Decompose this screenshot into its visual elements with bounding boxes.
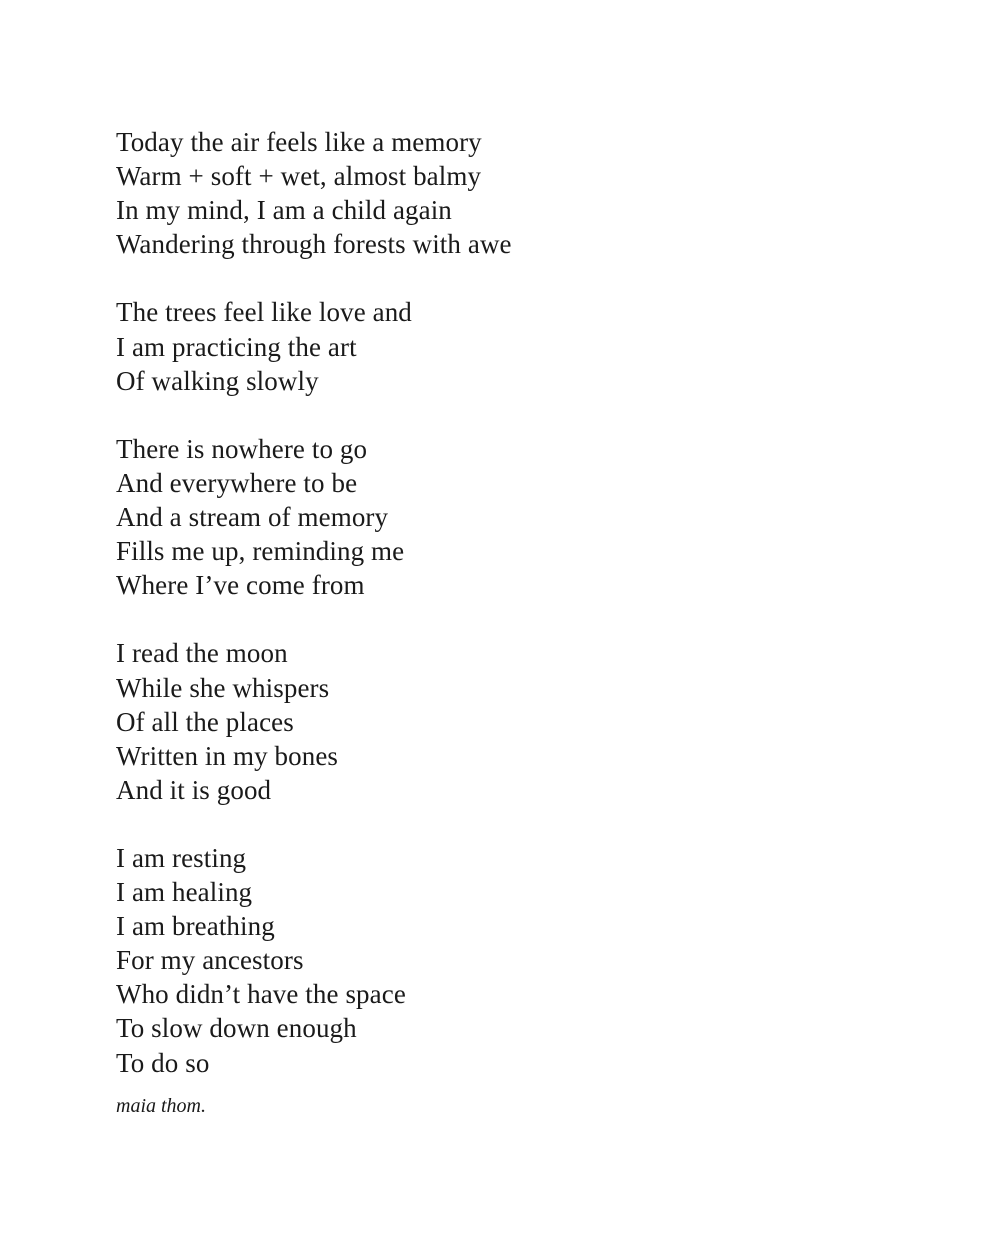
poem-line: Wandering through forests with awe <box>116 229 512 260</box>
poem-line: While she whispers <box>116 672 330 703</box>
poem-line: I read the moon <box>116 638 288 669</box>
poem-line: I am healing <box>116 877 253 908</box>
poem-line: Where I’ve come from <box>116 570 365 601</box>
poem-line: Of all the places <box>116 706 294 737</box>
poem-line: Fills me up, reminding me <box>116 536 405 567</box>
poem-line: I am breathing <box>116 911 275 942</box>
stanza-1 <box>116 125 512 261</box>
stanza-2 <box>116 295 512 397</box>
stanza-5 <box>116 841 512 1080</box>
poem-line: To slow down enough <box>116 1013 357 1044</box>
poem-line: And a stream of memory <box>116 502 389 533</box>
author-signature: maia thom. <box>116 1095 206 1117</box>
stanza-3 <box>116 432 512 602</box>
poem-line: To do so <box>116 1047 210 1078</box>
poem-line: Of walking slowly <box>116 365 319 396</box>
poem-line: There is nowhere to go <box>116 433 368 464</box>
poem-line: In my mind, I am a child again <box>116 195 452 226</box>
poem-line: Written in my bones <box>116 740 339 771</box>
poem-line: I am practicing the art <box>116 331 357 362</box>
poem-line: The trees feel like love and <box>116 297 412 328</box>
poem-line: I am resting <box>116 842 247 873</box>
poem-line: And it is good <box>116 774 272 805</box>
poem-line: And everywhere to be <box>116 467 358 498</box>
poem-line: Today the air feels like a memory <box>116 127 482 157</box>
poem-line: For my ancestors <box>116 945 304 976</box>
stanza-4 <box>116 636 512 806</box>
poem-body <box>116 125 512 1080</box>
poem-line: Who didn’t have the space <box>116 979 406 1010</box>
poem-line: Warm + soft + wet, almost balmy <box>116 161 482 192</box>
